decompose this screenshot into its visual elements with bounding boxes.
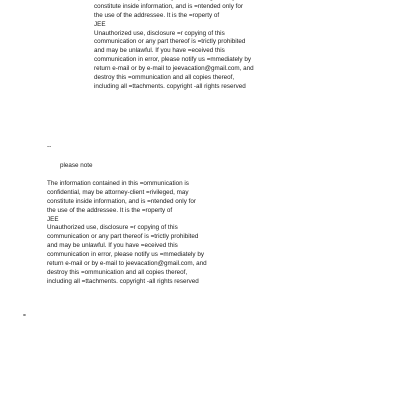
disclaimer-line: communication or any part thereof is =trictly prohibited bbox=[47, 233, 199, 241]
disclaimer-line: the use of the addressee. It is the =roperty of bbox=[47, 206, 173, 214]
disclaimer-line: JEE bbox=[47, 215, 59, 223]
disclaimer-line: confidential, may be attorney-client =rivileged, may bbox=[47, 188, 189, 196]
disclaimer-line: return e-mail or by e-mail to jeevacation@gmail.com, and bbox=[47, 260, 207, 268]
please-note-label: please note bbox=[60, 162, 93, 169]
disclaimer-line: Unauthorized use, disclosure =r copying of this bbox=[47, 224, 178, 232]
disclaimer-line: destroy this =ommunication and all copies thereof, bbox=[94, 74, 235, 82]
disclaimer-line: and may be unlawful. If you have =eceived this bbox=[47, 242, 178, 250]
disclaimer-line: constitute inside information, and is =ntended only for bbox=[94, 2, 243, 10]
disclaimer-line: including all =ttachments. copyright -all rights reserved bbox=[47, 277, 199, 285]
bottom-disclaimer bbox=[47, 180, 207, 287]
disclaimer-line: JEE bbox=[94, 20, 106, 28]
disclaimer-line: the use of the addressee. It is the =roperty of bbox=[94, 11, 220, 19]
end-mark: = bbox=[23, 313, 26, 319]
disclaimer-line: and may be unlawful. If you have =eceived this bbox=[94, 47, 225, 55]
disclaimer-line: communication in error, please notify us =mmediately by bbox=[94, 56, 251, 64]
separator-mark: -- bbox=[47, 143, 52, 150]
disclaimer-line: communication in error, please notify us =mmediately by bbox=[47, 251, 204, 259]
disclaimer-line: The information contained in this =ommunication is bbox=[47, 180, 189, 187]
disclaimer-line: destroy this =ommunication and all copies thereof, bbox=[47, 268, 188, 276]
top-disclaimer bbox=[94, 0, 254, 92]
disclaimer-line: constitute inside information, and is =ntended only for bbox=[47, 197, 196, 205]
disclaimer-line: return e-mail or by e-mail to jeevacation@gmail.com, and bbox=[94, 65, 254, 73]
disclaimer-line: Unauthorized use, disclosure =r copying of this bbox=[94, 29, 225, 37]
disclaimer-line: communication or any part thereof is =trictly prohibited bbox=[94, 38, 246, 46]
disclaimer-line: including all =ttachments. copyright -all rights reserved bbox=[94, 82, 246, 90]
